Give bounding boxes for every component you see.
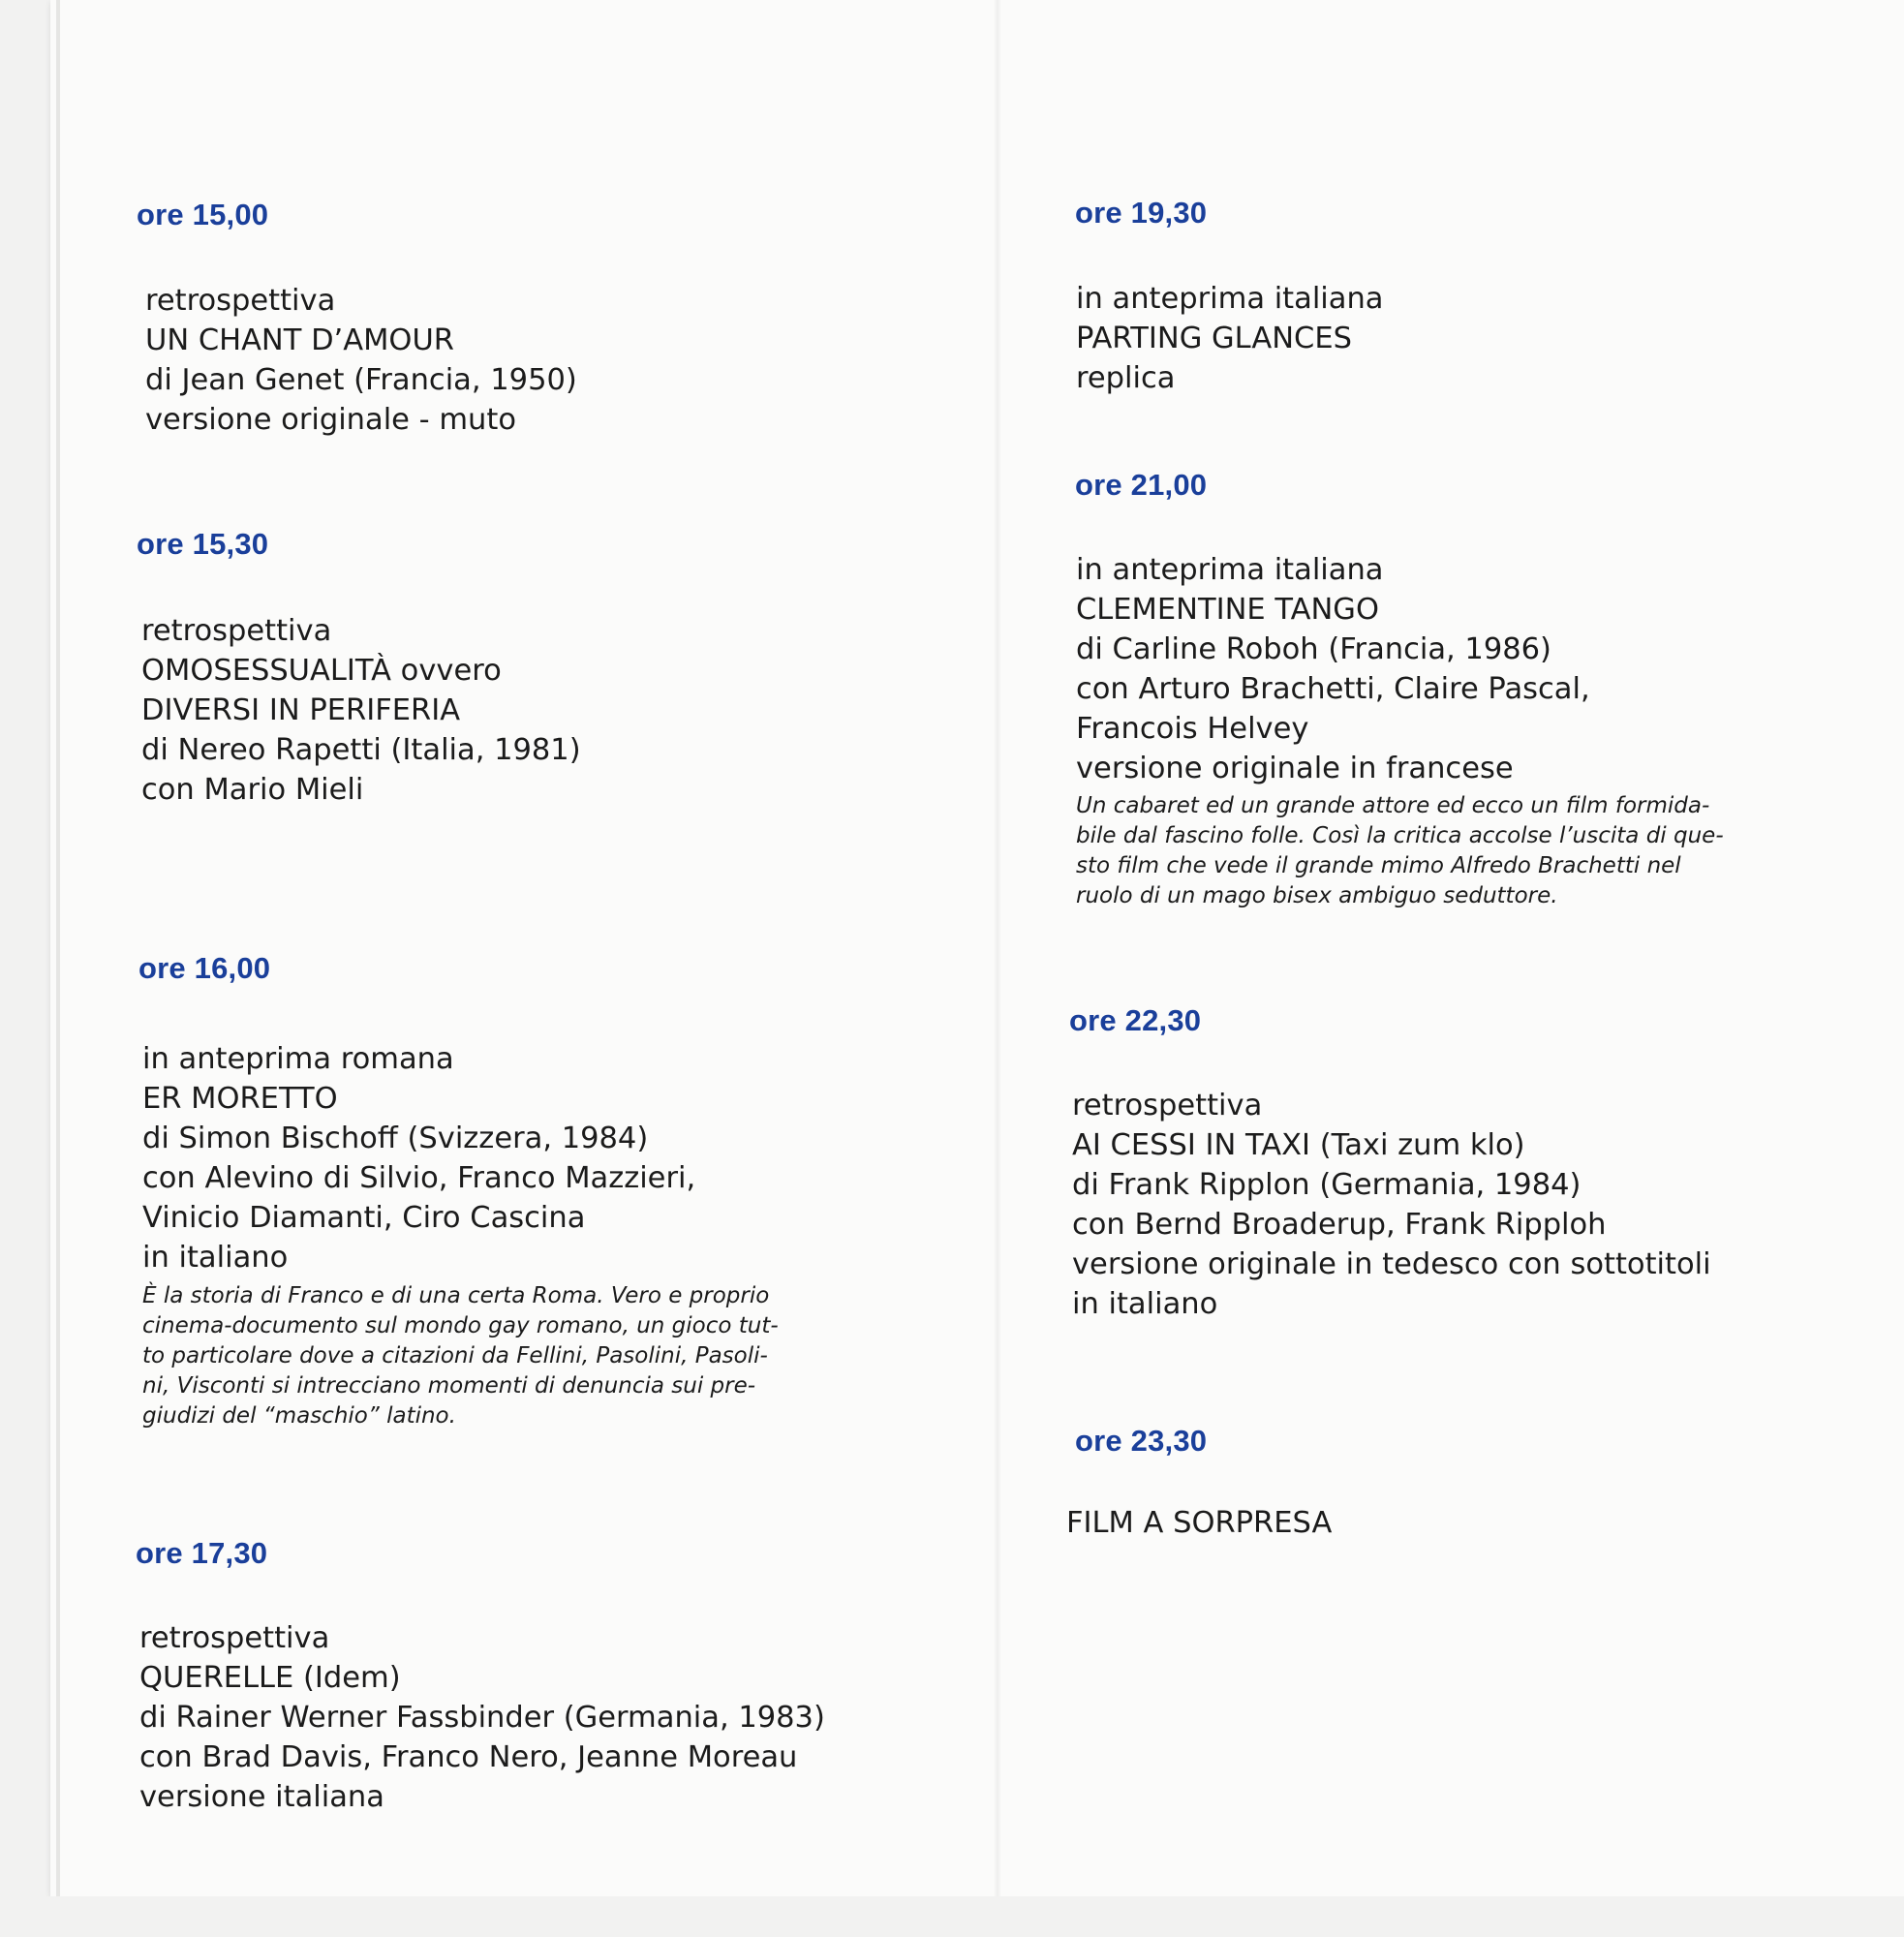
schedule-entry-2230 (1069, 1003, 1711, 1324)
film-director: di Jean Genet (Francia, 1950) (145, 363, 577, 397)
film-cast: con Arturo Brachetti, Claire Pascal, (1076, 672, 1590, 706)
description-line: to particolare dove a citazioni da Fellini, Pasolini, Pasoli- (142, 1343, 768, 1368)
film-details (1072, 1086, 1711, 1324)
film-details (139, 1618, 825, 1817)
film-title: UN CHANT D’AMOUR (145, 323, 454, 357)
description-line: ni, Visconti si intrecciano momenti di denuncia sui pre- (142, 1373, 756, 1399)
film-director: di Rainer Werner Fassbinder (Germania, 1983) (139, 1701, 825, 1735)
description-line: sto film che vede il grande mimo Alfredo Brachetti nel (1076, 853, 1681, 878)
film-director: di Nereo Rapetti (Italia, 1981) (141, 733, 581, 767)
film-details (1066, 1503, 1332, 1543)
description-line: cinema-documento sul mondo gay romano, un gioco tut- (142, 1313, 779, 1338)
film-title: CLEMENTINE TANGO (1076, 593, 1379, 627)
film-description (142, 1281, 779, 1431)
film-version: versione originale in francese (1076, 752, 1514, 785)
showtime: ore 19,30 (1075, 196, 1208, 230)
schedule-entry-2100 (1075, 468, 1724, 911)
film-title: FILM A SORPRESA (1066, 1506, 1333, 1540)
film-cast-continued: Vinicio Diamanti, Ciro Cascina (142, 1201, 586, 1235)
film-section: retrospettiva (141, 614, 332, 648)
film-details (142, 1039, 779, 1277)
film-section: retrospettiva (145, 284, 336, 318)
film-title: QUERELLE (Idem) (139, 1661, 401, 1695)
paper-edge (56, 0, 60, 1896)
film-director: di Carline Roboh (Francia, 1986) (1076, 632, 1551, 666)
film-title: AI CESSI IN TAXI (Taxi zum klo) (1072, 1128, 1525, 1162)
film-section: retrospettiva (1072, 1089, 1263, 1122)
background-strip (0, 1896, 1904, 1937)
showtime: ore 15,00 (137, 198, 269, 231)
film-details (145, 281, 577, 440)
film-section: retrospettiva (139, 1621, 330, 1655)
film-version: versione originale in tedesco con sottotitoli (1072, 1247, 1711, 1281)
film-version: versione italiana (139, 1780, 384, 1814)
film-version: versione originale - muto (145, 403, 516, 437)
schedule-entry-1530 (137, 527, 581, 810)
film-director: di Simon Bischoff (Svizzera, 1984) (142, 1122, 649, 1155)
page-fold (994, 0, 1001, 1896)
schedule-entry-1500 (137, 198, 577, 440)
showtime: ore 17,30 (136, 1536, 268, 1570)
film-section: in anteprima italiana (1076, 282, 1384, 316)
schedule-entry-2330 (1066, 1424, 1333, 1543)
film-version: in italiano (142, 1241, 289, 1275)
description-line: ruolo di un mago bisex ambiguo seduttore. (1076, 883, 1558, 908)
film-cast-continued: Francois Helvey (1076, 712, 1309, 746)
film-director: di Frank Ripplon (Germania, 1984) (1072, 1168, 1582, 1202)
film-title: PARTING GLANCES (1076, 322, 1352, 355)
film-details (1076, 279, 1384, 398)
film-details (141, 611, 581, 810)
film-cast: con Mario Mieli (141, 773, 364, 807)
film-details (1076, 550, 1724, 788)
showtime: ore 15,30 (137, 527, 269, 561)
description-line: È la storia di Franco e di una certa Roma. Vero e proprio (142, 1283, 770, 1308)
film-cast: con Bernd Broaderup, Frank Ripploh (1072, 1208, 1607, 1242)
film-cast: con Alevino di Silvio, Franco Mazzieri, (142, 1161, 696, 1195)
showtime: ore 23,30 (1075, 1424, 1208, 1458)
schedule-entry-1600 (138, 951, 779, 1431)
description-line: giudizi del “maschio” latino. (142, 1403, 456, 1429)
film-title-continued: DIVERSI IN PERIFERIA (141, 693, 461, 727)
film-title: ER MORETTO (142, 1082, 338, 1116)
film-cast: con Brad Davis, Franco Nero, Jeanne Moreau (139, 1740, 798, 1774)
showtime: ore 16,00 (138, 951, 271, 985)
showtime: ore 21,00 (1075, 468, 1208, 502)
description-line: Un cabaret ed un grande attore ed ecco un film formida- (1076, 793, 1710, 818)
film-description (1076, 791, 1724, 911)
film-section: in anteprima romana (142, 1042, 454, 1076)
schedule-entry-1930 (1075, 196, 1384, 398)
schedule-entry-1730 (136, 1536, 825, 1817)
film-version-continued: in italiano (1072, 1287, 1218, 1321)
description-line: bile dal fascino folle. Così la critica accolse l’uscita di que- (1076, 823, 1724, 848)
showtime: ore 22,30 (1069, 1003, 1202, 1037)
film-title: OMOSESSUALITÀ ovvero (141, 654, 502, 688)
film-note: replica (1076, 361, 1176, 395)
film-section: in anteprima italiana (1076, 553, 1384, 587)
